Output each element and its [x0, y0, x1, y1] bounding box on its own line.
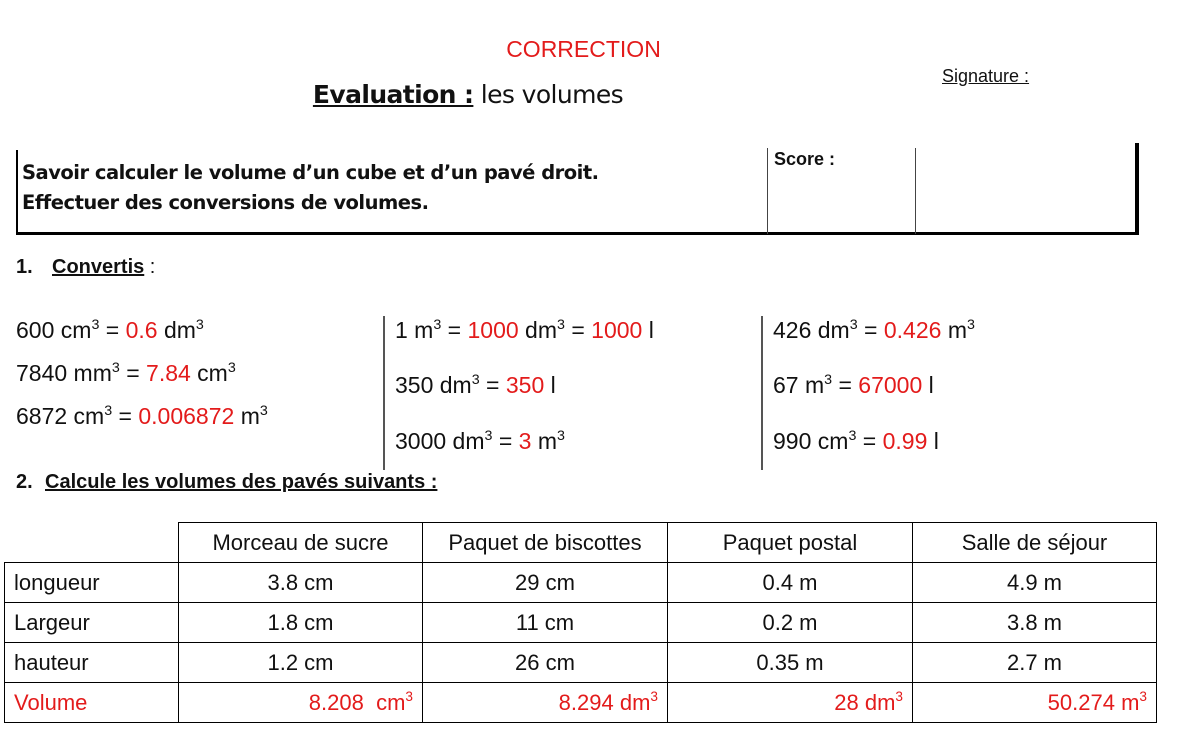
objective-2: Effectuer des conversions de volumes.: [22, 191, 429, 214]
section-1-title: Convertis: [52, 256, 145, 278]
table-header: Morceau de sucre: [179, 523, 423, 563]
table-cell: 0.2 m: [668, 603, 913, 643]
table-corner: [5, 523, 179, 563]
table-cell: 3.8 cm: [179, 563, 423, 603]
table-row: [5, 563, 1157, 603]
conversion-item: 600 $cm^3 = 0.6$ $dm^3$: [16, 317, 204, 343]
table-cell: 1.8 cm: [179, 603, 423, 643]
table-cell: 0.35 m: [668, 643, 913, 683]
conversion-item: 3000 $dm^3 = 3$ $m^3$: [395, 428, 565, 454]
row-label: Volume: [5, 683, 179, 723]
table-header: Paquet postal: [668, 523, 913, 563]
row-label: Largeur: [5, 603, 179, 643]
conversion-item: 67 $m^3 = 67000$ l: [773, 372, 934, 398]
section-2-heading: [16, 471, 437, 494]
column-divider: [383, 316, 385, 470]
title-label: Evaluation :: [312, 80, 474, 109]
column-divider: [761, 316, 763, 470]
table-cell: 1.2 cm: [179, 643, 423, 683]
volume-result: 28 $dm^3$: [668, 683, 913, 723]
volume-result: 8.294 $dm^3$: [423, 683, 668, 723]
conversion-item: 426 $dm^3 = 0.426$ $m^3$: [773, 317, 975, 343]
table-cell: 2.7 m: [913, 643, 1157, 683]
section-1-number: 1.: [16, 256, 33, 278]
table-header: Salle de séjour: [913, 523, 1157, 563]
conversion-item: 990 $cm^3 = 0.99$ l: [773, 428, 939, 454]
table-header-row: [5, 523, 1157, 563]
conversion-item: 7840 $mm^3 = 7.84$ $cm^3$: [16, 360, 236, 386]
volume-row: [5, 683, 1157, 723]
volume-result: 50.274 $m^3$: [913, 683, 1157, 723]
conversion-item: 6872 $cm^3 = 0.006872$ $m^3$: [16, 403, 268, 429]
table-cell: 3.8 m: [913, 603, 1157, 643]
conversion-item: 350 $dm^3 = 350$ l: [395, 372, 556, 398]
section-1-heading: [16, 256, 155, 279]
row-label: longueur: [5, 563, 179, 603]
table-cell: 26 cm: [423, 643, 668, 683]
table-cell: 11 cm: [423, 603, 668, 643]
section-2-number: 2.: [16, 471, 33, 493]
table-header: Paquet de biscottes: [423, 523, 668, 563]
signature-label: Signature :: [942, 66, 1030, 86]
correction-heading: CORRECTION: [506, 36, 661, 62]
row-label: hauteur: [5, 643, 179, 683]
table-cell: 29 cm: [423, 563, 668, 603]
volume-result: 8.208 $cm^3$: [179, 683, 423, 723]
volumes-table: [4, 522, 1157, 723]
section-2-title: Calcule les volumes des pavés suivants :: [45, 471, 438, 493]
page-title: [0, 80, 936, 109]
title-subject: les volumes: [480, 80, 624, 109]
section-1-suffix: :: [144, 256, 156, 278]
table-cell: 4.9 m: [913, 563, 1157, 603]
table-row: [5, 603, 1157, 643]
objective-1: Savoir calculer le volume d’un cube et d’un pavé droit.: [22, 161, 599, 184]
table-cell: 0.4 m: [668, 563, 913, 603]
objectives-text: [22, 158, 599, 218]
table-row: [5, 643, 1157, 683]
score-label: Score :: [774, 149, 836, 169]
conversion-item: 1 $m^3 = 1000$ $dm^3 = 1000$ l: [395, 317, 654, 343]
